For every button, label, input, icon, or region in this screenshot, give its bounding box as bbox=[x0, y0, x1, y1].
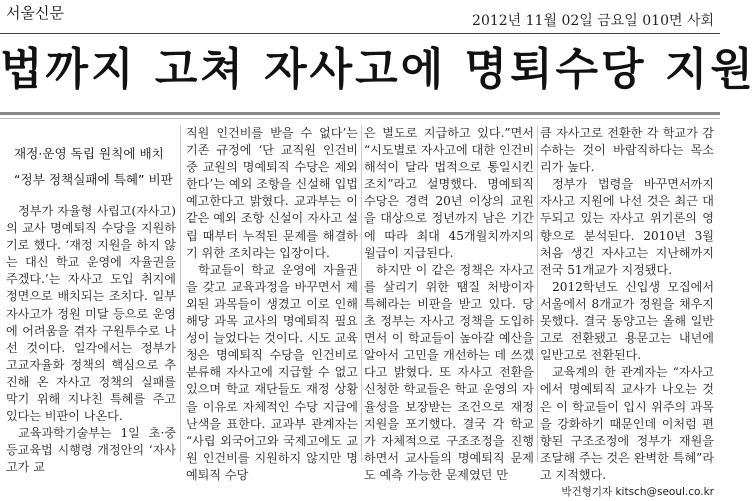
paragraph: 정부가 자율형 사립고(자사고)의 교사 명예퇴직 수당을 지원하기로 했다. ‘재정 지원을 하지 않는 대신 학교 운영에 자율권을 주겠다.’는 자사고 도입 취지에 정면으로 배치되는 조치다. 일부 자사고가 정원 미달 등으로 운영에 어려움을 겪자 구원투수로 나선 것이다. 일각에서는 정부가 고교자율화 정책의 핵심으로 추진해 온 자사고 정책의 실패를 막기 위해 지나친 특혜를 주고 있다는 비판이 나온다. bbox=[6, 204, 176, 424]
article-column-3 bbox=[364, 125, 534, 482]
subheadline-2: “정부 정책실패에 특혜” 비판 bbox=[14, 172, 173, 187]
paragraph: 학교들이 학교 운영에 자율권을 갖고 교육과정을 바꾸면서 제외된 과목들이 생겼고 이로 인해 해당 과목 교사의 명예퇴직 필요성이 늘었다는 것이다. 시도 교육청은 명예퇴직 수당을 인건비로 분류해 자사고에 지급할 수 없고 있으며 학교 재단들도 재정 상황을 이유로 자체적인 수당 지급에 난색을 표한다. 교과부 관계자는 “사립 외국어고와 국제고에도 교원 인건비를 지원하지 않지만 명예퇴직 수당 bbox=[186, 262, 358, 482]
article-headline: 법까지 고쳐 자사고에 명퇴수당 지원 bbox=[0, 44, 756, 95]
paragraph: 하지만 이 같은 정책은 자사고를 살리기 위한 땜질 처방이자 특혜라는 비판을 받고 있다. 당초 정부는 자사고 정책을 도입하면서 이 학교들이 높아갈 예산을 알아서 고민을 개선하는 데 쓰겠다고 밝혔다. 또 자사고 전환을 신청한 학교들은 학교 운영의 자율성을 보장받는 조건으로 재정 지원을 포기했다. 결국 각 학교가 자체적으로 구조조정을 진행하면서 교사들의 명예퇴직 문제도 예측 가능한 문제였던 만 bbox=[364, 262, 534, 482]
paragraph: 2012학년도 신입생 모집에서 서울에서 8개교가 정원을 채우지 못했다. 결국 동양고는 올해 일반고로 전환됐고 용문고는 내년에 일반고로 전환된다. bbox=[540, 279, 714, 363]
top-rule bbox=[0, 33, 720, 34]
column-divider bbox=[180, 125, 181, 462]
article-column-4 bbox=[540, 125, 714, 498]
column-divider bbox=[537, 125, 538, 462]
article-column-2 bbox=[186, 125, 358, 482]
paragraph: 교육과학기술부는 1일 초·중등교육법 시행령 개정안의 ‘자사고가 교 bbox=[6, 426, 176, 475]
paragraph: 큼 자사고로 전환한 각 학교가 감수하는 것이 바람직하다는 목소리가 높다. bbox=[540, 126, 714, 175]
newspaper-masthead: 서울신문 bbox=[6, 4, 64, 22]
article-byline: 박건형기자 kitsch@seoul.co.kr bbox=[561, 485, 714, 498]
paragraph: 직원 인건비를 받을 수 없다’는 기존 규정에 ‘단 교직원 인건비 중 교원의 명예퇴직 수당은 제외한다’는 예외 조항을 신설해 입법 예고한다고 밝혔다. 교과부는 이 같은 예외 조항 신설이 자사고 설립 때부터 누적된 문제를 해결하기 위한 조치라는 입장이다. bbox=[186, 126, 358, 260]
article-column-1 bbox=[6, 125, 176, 475]
column-divider bbox=[361, 125, 362, 462]
paragraph: 교육계의 한 관계자는 “자사고에서 명예퇴직 교사가 나오는 것은 이 학교들이 입시 위주의 과목을 강화하기 때문인데 이처럼 편향된 구조조정에 정부가 재원을 조달해 주는 것은 완벽한 특혜”라고 지적했다. bbox=[540, 365, 714, 482]
publication-dateline: 2012년 11월 02일 금요일 010면 사회 bbox=[472, 13, 714, 29]
headline-underline bbox=[0, 118, 720, 119]
subheadline-1: 재정·운영 독립 원칙에 배치 bbox=[14, 146, 164, 161]
headline-rule bbox=[0, 112, 720, 115]
paragraph: 은 별도로 지급하고 있다.”면서 “시도별로 자사고에 대한 인건비 해석이 달라 법적으로 통일시킨 조치”라고 설명했다. 명예퇴직 수당은 경력 20년 이상의 교원을 대상으로 정년까지 남은 기간에 따라 최대 45개월치까지의 월급이 지급된다. bbox=[364, 126, 534, 260]
paragraph: 정부가 법령을 바꾸면서까지 자사고 지원에 나선 것은 최근 대두되고 있는 자사고 위기론의 영향으로 분석된다. 2010년 3월 처음 생긴 자사고는 지난해까지 전국 51개교가 지정됐다. bbox=[540, 177, 714, 277]
